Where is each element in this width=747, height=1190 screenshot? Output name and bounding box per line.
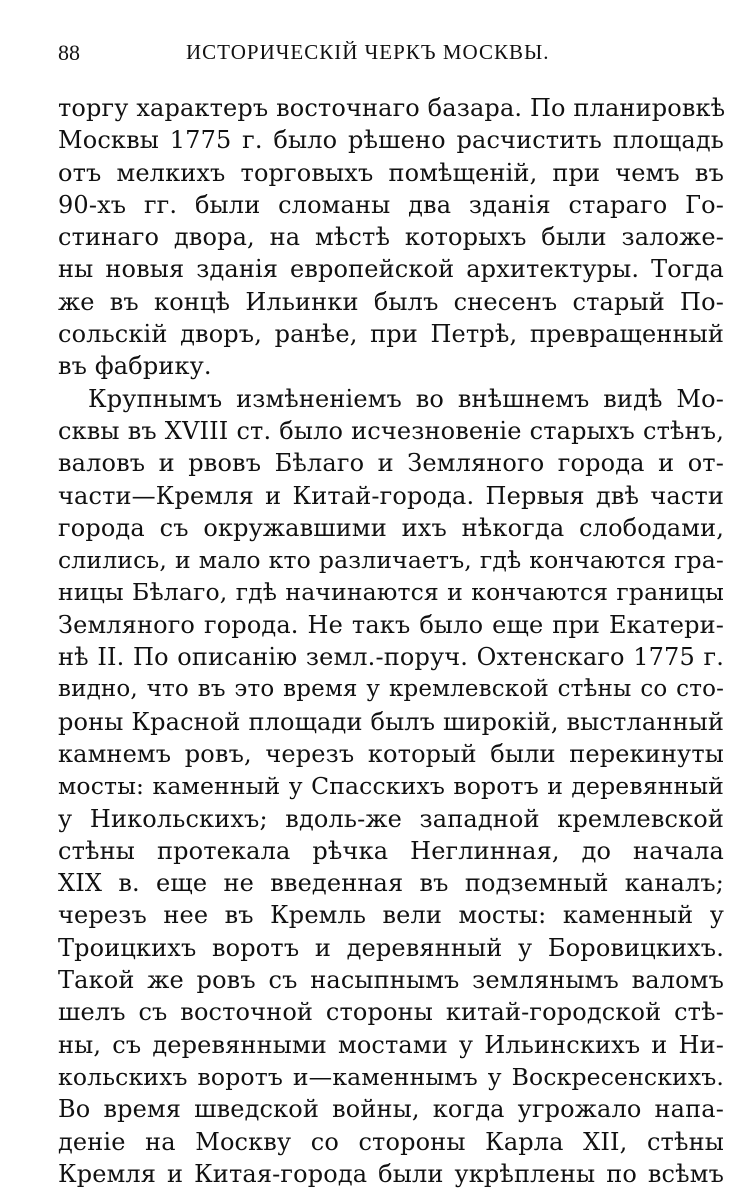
page-number: 88	[58, 40, 80, 65]
text-line: шелъ съ восточной стороны китай-городской стѣ-	[58, 998, 724, 1027]
text-line: XIX в. еще не введенная въ подземный каналъ;	[58, 869, 724, 898]
text-line: Троицкихъ воротъ и деревянный у Боровицкихъ.	[58, 933, 724, 962]
text-line: сквы въ XVIII ст. было исчезновенiе старыхъ стѣнъ,	[58, 416, 724, 445]
text-line: Кремля и Китая-города были укрѣплены по всѣмъ	[58, 1159, 724, 1188]
paragraph-1	[58, 92, 724, 383]
text-line: отъ мелкихъ торговыхъ помѣщенiй, при чемъ въ	[58, 158, 724, 187]
running-title: ИСТОРИЧЕСКIЙ ЧЕРКЪ МОСКВЫ.	[186, 40, 550, 64]
paragraph-2	[58, 383, 724, 1190]
text-line: камнемъ ровъ, черезъ который были перекинуты	[58, 739, 724, 768]
text-line: слились, и мало кто различаетъ, гдѣ кончаются гра-	[58, 546, 724, 575]
text-line: же въ концѣ Ильинки былъ снесенъ старый По-	[58, 287, 724, 316]
text-line: торгу характеръ восточнаго базара. По планировкѣ	[58, 94, 726, 122]
text-line: у Никольскихъ; вдоль-же западной кремлевской	[58, 804, 724, 833]
text-line: роны Красной площади былъ широкiй, выстланный	[58, 707, 724, 736]
text-line: сольскiй дворъ, ранѣе, при Петрѣ, превращенный	[58, 320, 724, 349]
text-line: Такой же ровъ съ насыпнымъ землянымъ валомъ	[58, 966, 724, 995]
text-line: черезъ нее въ Кремль вели мосты: каменный у	[58, 901, 724, 930]
text-line: нѣ II. По описанiю земл.-поруч. Охтенскаго 1775 г.	[58, 643, 724, 672]
text-line: города съ окружавшими ихъ нѣкогда слободами,	[58, 513, 724, 542]
text-line: видно, что въ это время у кремлевской стѣны со сто-	[58, 676, 724, 703]
text-line: ны новыя зданiя европейской архитектуры. Тогда	[58, 255, 724, 284]
text-line: части—Кремля и Китай-города. Первыя двѣ части	[58, 481, 724, 510]
text-line: Москвы 1775 г. было рѣшено расчистить площадь	[58, 126, 724, 155]
text-line: валовъ и рвовъ Бѣлаго и Земляного города и от-	[58, 449, 724, 478]
text-line: денiе на Москву со стороны Карла XII, стѣны	[58, 1127, 724, 1156]
text-line: Во время шведской войны, когда угрожало напа-	[58, 1095, 724, 1124]
text-line: ны, съ деревянными мостами у Ильинскихъ и Ни-	[58, 1030, 724, 1059]
text-line: Крупнымъ измѣненiемъ во внѣшнемъ видѣ Мо-	[88, 384, 724, 413]
text-line: стѣны протекала рѣчка Неглинная, до начала	[58, 836, 724, 865]
text-line: мосты: каменный у Спасскихъ воротъ и деревянный	[58, 772, 724, 801]
text-line: Земляного города. Не такъ было еще при Екатери-	[58, 610, 724, 639]
page-header	[58, 40, 724, 74]
text-line: ницы Бѣлаго, гдѣ начинаются и кончаются границы	[58, 578, 724, 607]
text-line: кольскихъ воротъ и—каменнымъ у Воскресенскихъ.	[58, 1062, 724, 1091]
text-line: 90-хъ гг. были сломаны два зданiя стараго Го-	[58, 190, 724, 219]
text-line: стинаго двора, на мѣстѣ которыхъ были заложе-	[58, 223, 724, 252]
body-text	[58, 92, 724, 1190]
text-line: въ фабрику.	[58, 352, 212, 381]
